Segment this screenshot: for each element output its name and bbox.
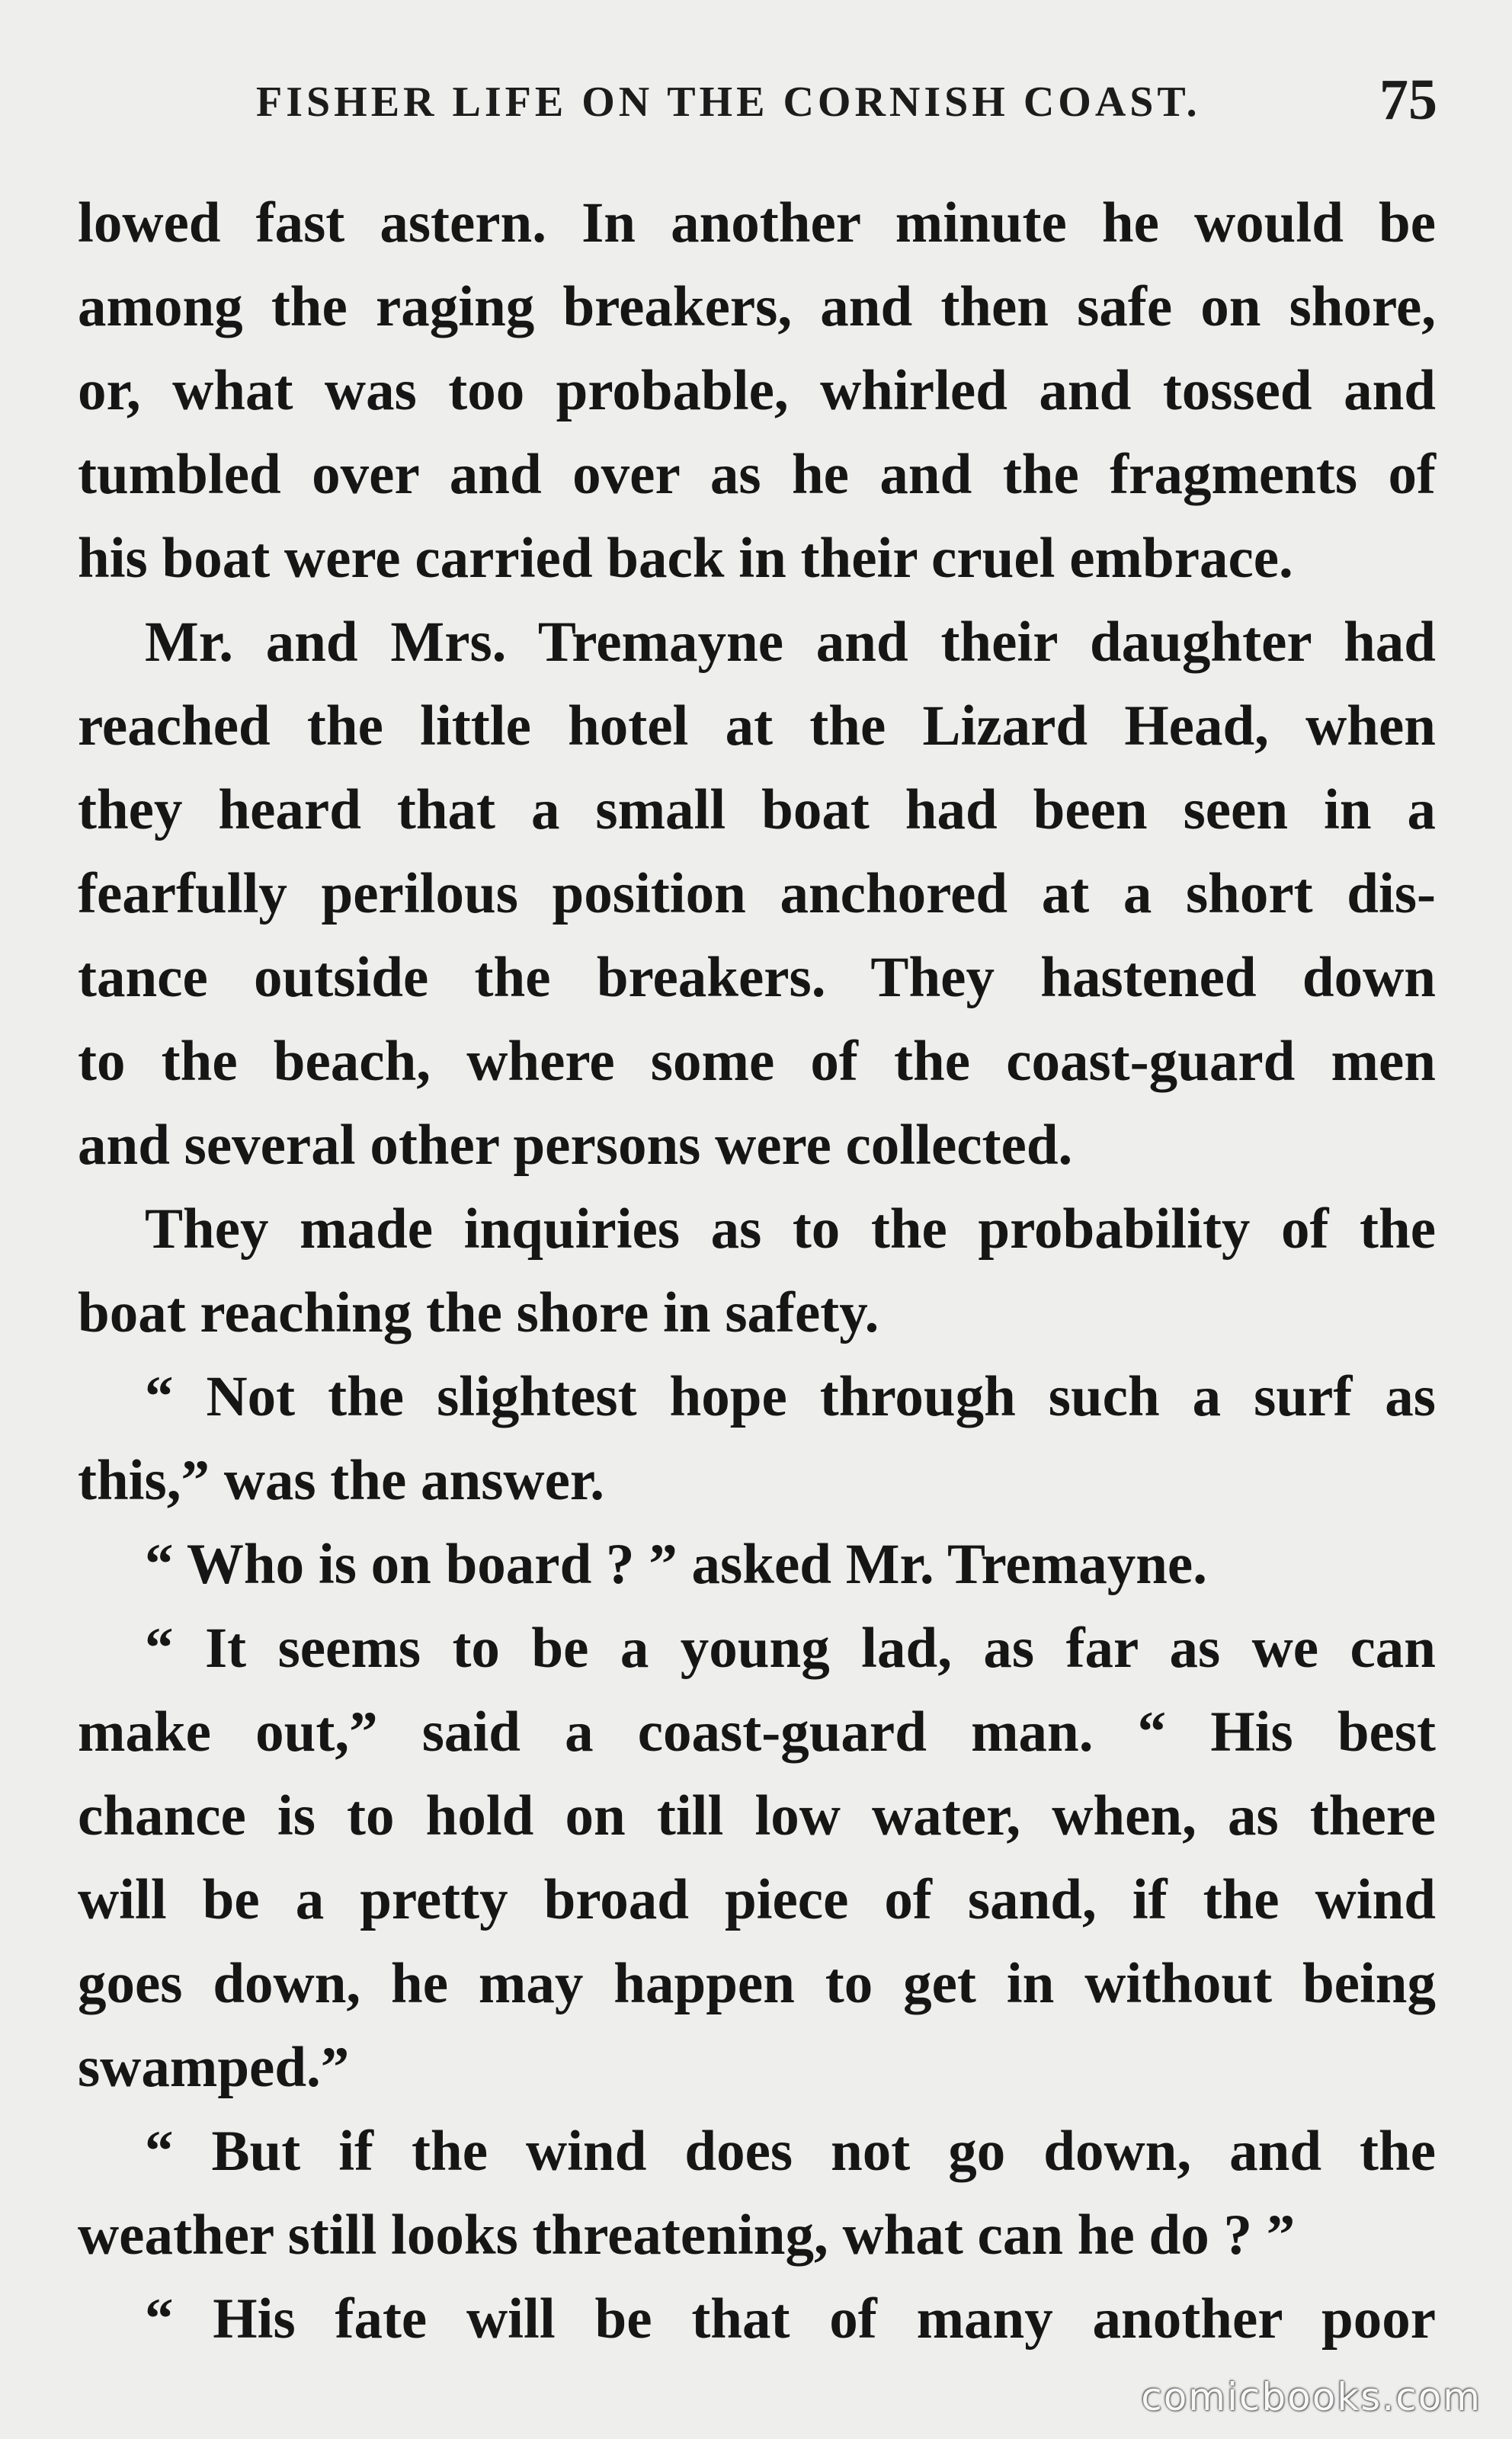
text-line: this,” was the answer.	[78, 1449, 605, 1512]
text-line: lowed fast astern. In another minute he would be	[78, 191, 1436, 255]
text-line: “ Not the slightest hope through such a surf as	[145, 1365, 1436, 1428]
running-title: FISHER LIFE ON THE CORNISH COAST.	[256, 79, 1201, 126]
text-line: “ His fate will be that of many another poor	[145, 2287, 1436, 2351]
text-line: They made inquiries as to the probability of the	[145, 1197, 1436, 1261]
text-line: they heard that a small boat had been seen in a	[78, 778, 1436, 841]
text-line: or, what was too probable, whirled and tossed and	[78, 359, 1436, 422]
text-line: tance outside the breakers. They hastened down	[78, 946, 1436, 1009]
text-line: and several other persons were collected.	[78, 1114, 1073, 1177]
text-line: chance is to hold on till low water, when, as there	[78, 1784, 1436, 1848]
text-line: boat reaching the shore in safety.	[78, 1281, 879, 1344]
page-header	[0, 67, 1512, 136]
text-line: will be a pretty broad piece of sand, if the wind	[78, 1868, 1436, 1931]
text-line: “ It seems to be a young lad, as far as we can	[145, 1617, 1436, 1680]
text-line: goes down, he may happen to get in without being	[78, 1952, 1436, 2015]
text-line: Mr. and Mrs. Tremayne and their daughter had	[145, 611, 1436, 674]
page-number: 75	[1379, 68, 1437, 132]
text-line: among the raging breakers, and then safe on shore,	[78, 275, 1436, 338]
body-text	[78, 181, 1436, 2361]
text-line: weather still looks threatening, what can he do ? ”	[78, 2203, 1296, 2267]
text-line: “ Who is on board ? ” asked Mr. Tremayne.	[145, 1533, 1207, 1596]
text-line: swamped.”	[78, 2036, 350, 2099]
text-line: tumbled over and over as he and the fragments of	[78, 443, 1436, 506]
text-line: reached the little hotel at the Lizard Head, when	[78, 694, 1436, 758]
text-line: fearfully perilous position anchored at a short dis-	[78, 862, 1436, 925]
text-line: to the beach, where some of the coast-guard men	[78, 1030, 1436, 1093]
text-line: “ But if the wind does not go down, and the	[145, 2120, 1436, 2183]
watermark: comicbooks.com	[1141, 2375, 1482, 2419]
text-line: make out,” said a coast-guard man. “ His best	[78, 1700, 1436, 1764]
text-line: his boat were carried back in their cruel embrace.	[78, 527, 1293, 590]
